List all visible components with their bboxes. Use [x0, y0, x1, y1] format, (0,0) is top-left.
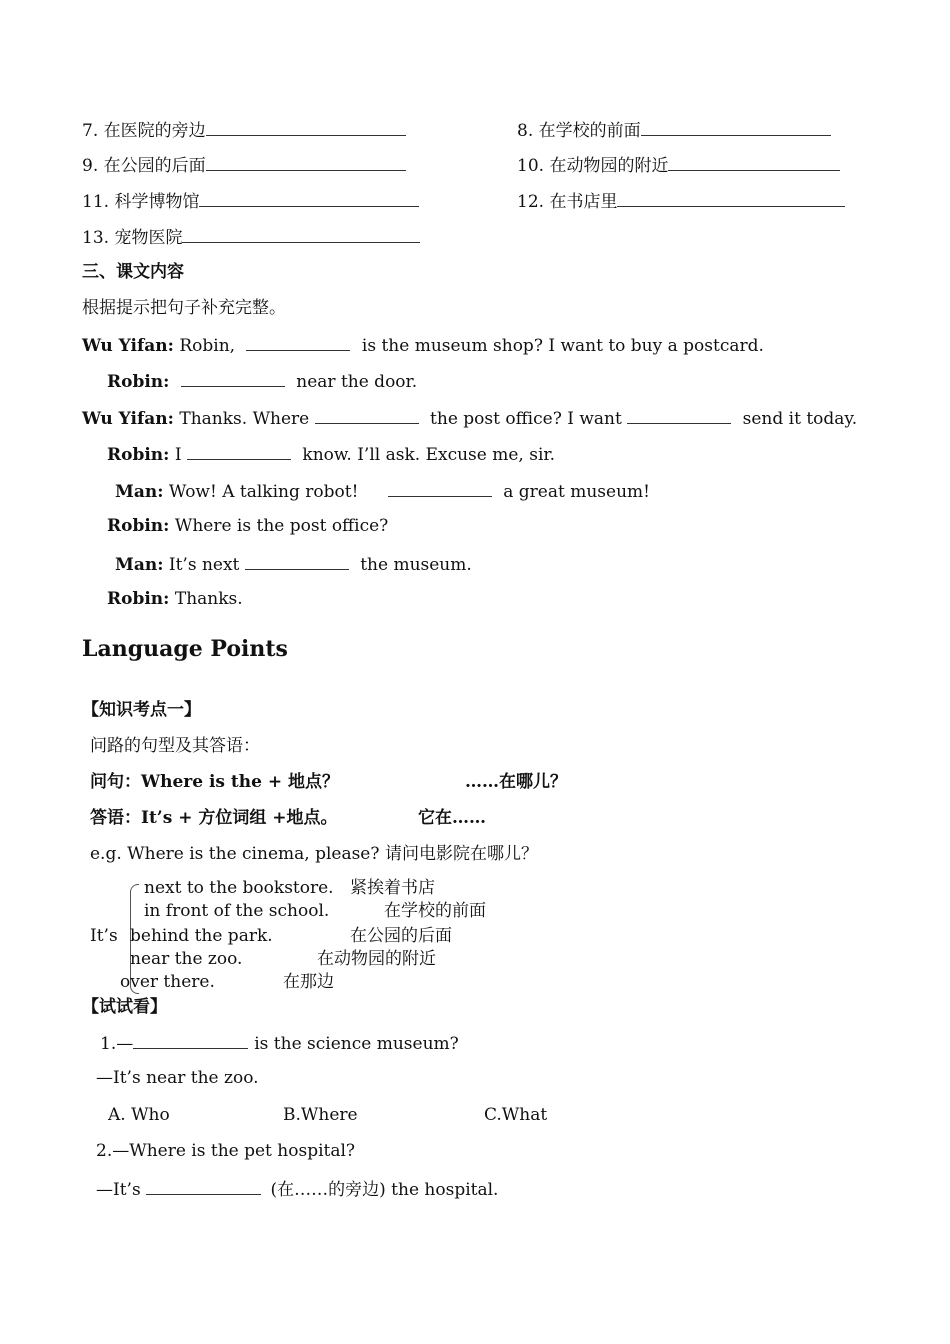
section-instruction: 根据提示把句子补充完整。 — [82, 298, 286, 318]
dialogue-line-2: Robin: near the door. — [107, 372, 418, 392]
option-b[interactable]: B.Where — [283, 1105, 358, 1125]
dialogue-line-7: Man: It’s next the museum. — [115, 555, 472, 575]
phrase-over-there: over there. — [120, 972, 215, 992]
answer-blank[interactable] — [187, 443, 291, 460]
answer-blank[interactable] — [388, 480, 492, 497]
answer-blank[interactable] — [181, 370, 285, 387]
practice-title: 【试试看】 — [82, 997, 167, 1017]
vocab-item-13: 13. 宠物医院 — [82, 226, 420, 248]
phrase-in-front-of-meaning: 在学校的前面 — [384, 901, 486, 921]
practice-answer-1: —It’s near the zoo. — [96, 1068, 259, 1088]
vocab-item-11: 11. 科学博物馆 — [82, 190, 419, 212]
knowledge-point-title: 【知识考点一】 — [82, 700, 201, 720]
example-sentence: e.g. Where is the cinema, please? — [90, 844, 380, 864]
vocab-item-8: 8. 在学校的前面 — [517, 119, 831, 141]
answer-blank[interactable] — [182, 226, 420, 243]
phrase-in-front-of: in front of the school. — [144, 901, 330, 921]
answer-blank[interactable] — [627, 407, 731, 424]
answer-blank[interactable] — [315, 407, 419, 424]
answer-blank[interactable] — [641, 119, 831, 136]
answer-blank[interactable] — [245, 553, 349, 570]
vocab-item-7: 7. 在医院的旁边 — [82, 119, 406, 141]
speaker-man: Man: — [115, 482, 164, 502]
answer-blank[interactable] — [206, 119, 406, 136]
answer-pattern-meaning: 它在…… — [418, 808, 486, 828]
answer-pattern: 答语：It’s + 方位词组 +地点。 — [90, 808, 338, 828]
dialogue-line-5: Man: Wow! A talking robot! a great museum! — [115, 482, 650, 502]
speaker-wu-yifan: Wu Yifan: — [82, 336, 174, 356]
dialogue-line-3: Wu Yifan: Thanks. Where the post office? I want send it today. — [82, 409, 858, 429]
practice-question-2: 2.—Where is the pet hospital? — [96, 1141, 356, 1161]
its-label: It’s — [90, 926, 118, 946]
dialogue-line-8: Robin: Thanks. — [107, 589, 243, 609]
answer-blank[interactable] — [133, 1032, 248, 1049]
vocab-item-9: 9. 在公园的后面 — [82, 154, 406, 176]
speaker-man: Man: — [115, 555, 164, 575]
answer-blank[interactable] — [146, 1178, 261, 1195]
dialogue-line-1: Wu Yifan: Robin, is the museum shop? I want to buy a postcard. — [82, 336, 764, 356]
example-translation: 请问电影院在哪儿？ — [385, 844, 538, 864]
speaker-robin: Robin: — [107, 589, 170, 609]
question-pattern-meaning: ……在哪儿？ — [465, 772, 567, 792]
practice-answer-2: —It’s (在……的旁边) the hospital. — [96, 1180, 499, 1200]
speaker-robin: Robin: — [107, 372, 170, 392]
answer-blank[interactable] — [199, 190, 419, 207]
answer-blank[interactable] — [668, 154, 840, 171]
speaker-wu-yifan: Wu Yifan: — [82, 409, 174, 429]
phrase-over-there-meaning: 在那边 — [283, 972, 334, 992]
phrase-near-meaning: 在动物园的附近 — [317, 949, 436, 969]
speaker-robin: Robin: — [107, 516, 170, 536]
vocab-item-10: 10. 在动物园的附近 — [517, 154, 840, 176]
phrase-behind-meaning: 在公园的后面 — [350, 926, 452, 946]
option-c[interactable]: C.What — [484, 1105, 548, 1125]
vocab-item-12: 12. 在书店里 — [517, 190, 845, 212]
dialogue-line-4: Robin: I know. I’ll ask. Excuse me, sir. — [107, 445, 556, 465]
answer-blank[interactable] — [617, 190, 845, 207]
option-a[interactable]: A. Who — [108, 1105, 170, 1125]
phrase-next-to-meaning: 紧挨着书店 — [350, 878, 435, 898]
knowledge-intro: 问路的句型及其答语： — [90, 736, 260, 756]
section-title: 三、课文内容 — [82, 262, 184, 282]
answer-blank[interactable] — [206, 154, 406, 171]
language-points-heading: Language Points — [82, 636, 288, 662]
practice-question-1: 1.— is the science museum? — [100, 1034, 459, 1054]
dialogue-line-6: Robin: Where is the post office? — [107, 516, 389, 536]
phrase-behind: behind the park. — [130, 926, 273, 946]
speaker-robin: Robin: — [107, 445, 170, 465]
answer-blank[interactable] — [246, 334, 350, 351]
question-pattern: 问句：Where is the + 地点？ — [90, 772, 340, 792]
phrase-near: near the zoo. — [130, 949, 243, 969]
phrase-next-to: next to the bookstore. — [144, 878, 334, 898]
